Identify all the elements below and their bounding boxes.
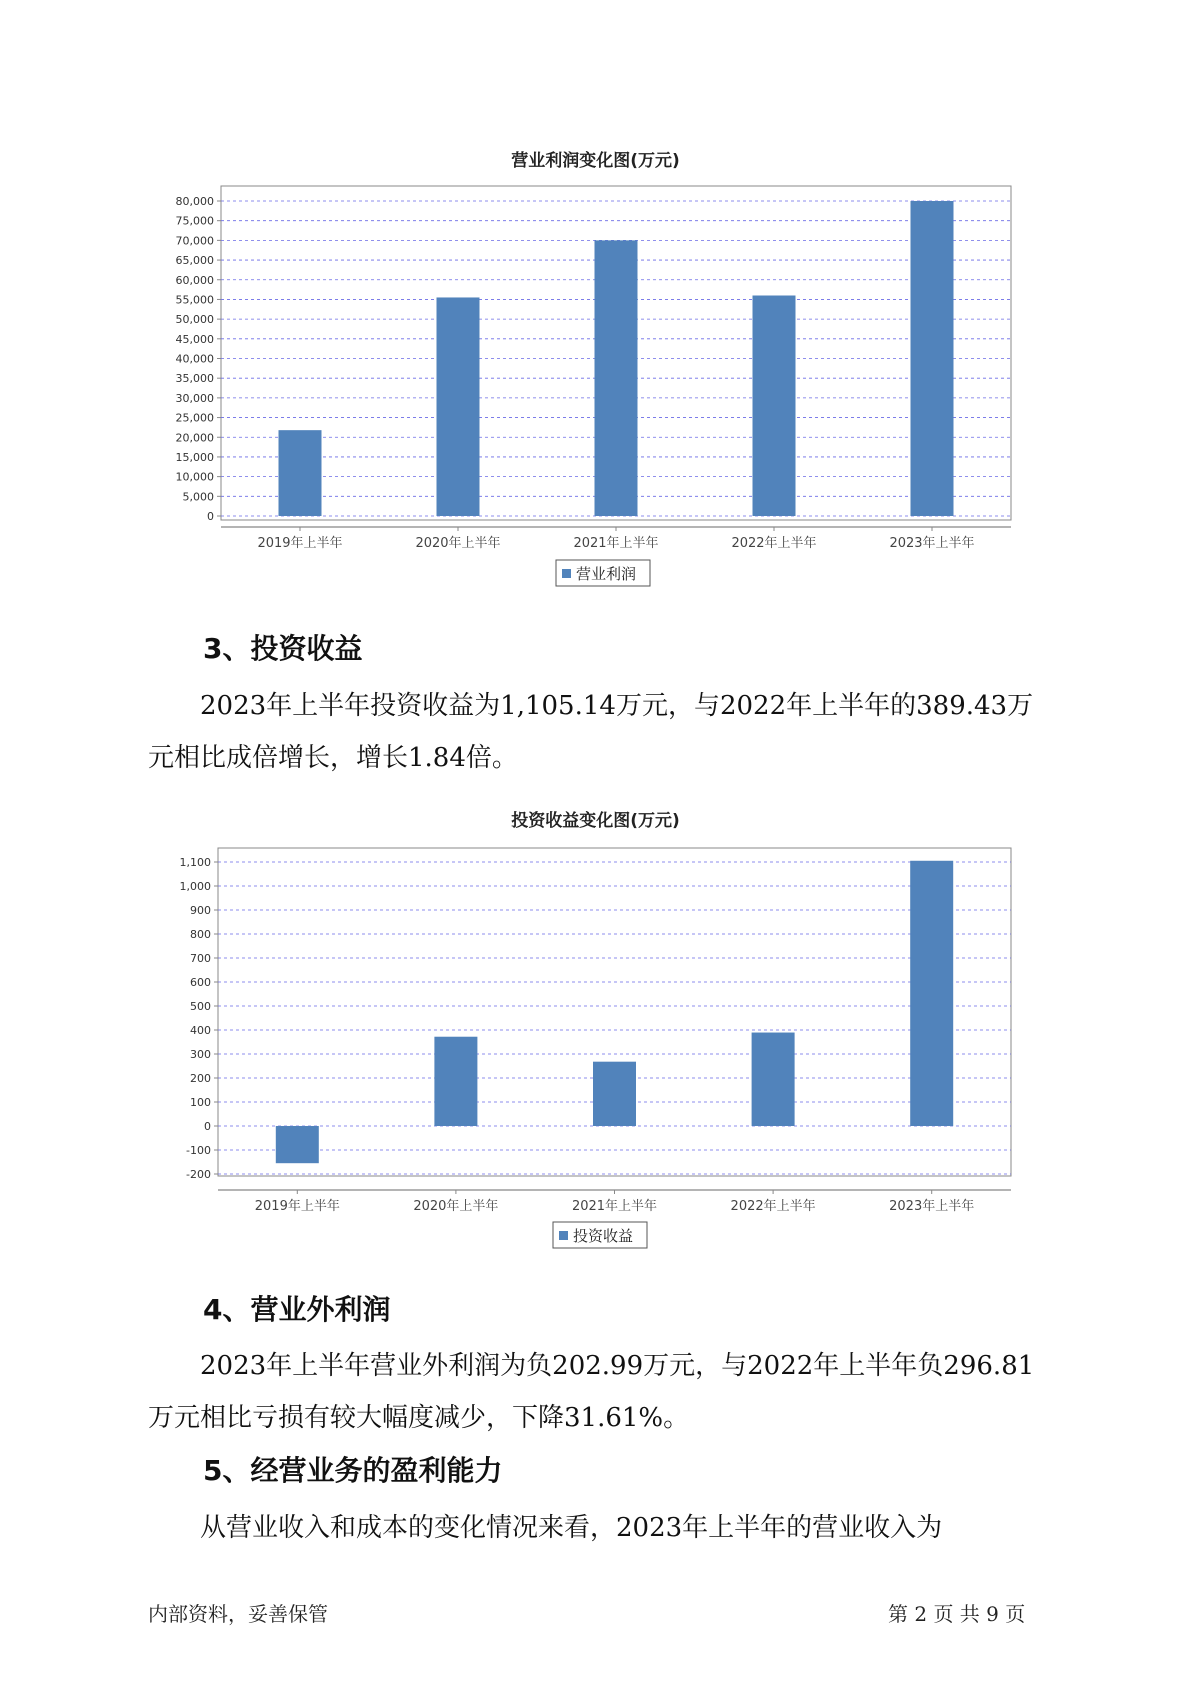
paragraph-line: 2023年上半年投资收益为1,105.14万元，与2022年上半年的389.43万 [200, 691, 1034, 721]
y-tick-label: 65,000 [175, 254, 214, 268]
y-tick-label: 50,000 [175, 313, 214, 327]
y-tick-label: 600 [190, 976, 211, 989]
paragraph-line: 元相比成倍增长，增长1.84倍。 [148, 743, 518, 773]
y-tick-label: 25,000 [175, 411, 214, 425]
y-tick-label: 80,000 [175, 195, 214, 208]
paragraph-line: 从营业收入和成本的变化情况来看，2023年上半年的营业收入为 [200, 1513, 943, 1543]
x-tick-label: 2023年上半年 [889, 536, 975, 551]
y-tick-label: 30,000 [175, 391, 214, 405]
y-tick-label: 700 [190, 952, 211, 965]
plot-area [218, 848, 1011, 1176]
y-tick-label: 100 [190, 1096, 211, 1109]
y-tick-label: 20,000 [175, 431, 214, 445]
y-tick-label: 45,000 [175, 332, 214, 346]
section5-paragraph [148, 1502, 1048, 1554]
section3-heading: 3、投资收益 [203, 632, 363, 665]
x-tick-label: 2020年上半年 [415, 536, 501, 551]
bar [910, 861, 953, 1126]
section4-heading: 4、营业外利润 [203, 1293, 391, 1326]
y-tick-label: 5,000 [182, 490, 214, 504]
y-tick-label: 400 [190, 1024, 211, 1037]
y-tick-label: 1,000 [179, 880, 211, 893]
y-tick-label: 35,000 [175, 372, 214, 386]
footer-page-number: 第 2 页 共 9 页 [888, 1602, 1026, 1626]
bar [593, 1062, 636, 1126]
y-tick-label: -100 [186, 1144, 211, 1157]
y-tick-label: 60,000 [175, 273, 214, 287]
x-tick-label: 2021年上半年 [573, 536, 659, 551]
legend-label: 投资收益 [573, 1227, 634, 1245]
x-tick-label: 2019年上半年 [257, 536, 343, 551]
y-tick-label: 900 [190, 904, 211, 917]
bar [434, 1037, 477, 1126]
section4-paragraph [148, 1340, 1048, 1444]
legend-swatch [559, 1231, 568, 1240]
x-tick-label: 2020年上半年 [413, 1199, 499, 1214]
y-tick-label: 1,100 [179, 856, 211, 869]
section5-heading: 5、经营业务的盈利能力 [203, 1454, 503, 1487]
y-tick-label: 0 [207, 510, 214, 523]
y-tick-label: 200 [190, 1072, 211, 1085]
x-tick-label: 2021年上半年 [571, 1199, 658, 1214]
y-tick-label: 10,000 [175, 470, 214, 484]
y-tick-label: 55,000 [175, 293, 214, 307]
y-tick-label: 40,000 [175, 352, 214, 366]
chart1-title: 营业利润变化图(万元) [511, 151, 680, 171]
paragraph-line: 2023年上半年营业外利润为负202.99万元，与2022年上半年负296.81 [200, 1351, 1035, 1381]
y-tick-label: 0 [204, 1120, 211, 1133]
bar [276, 1126, 319, 1163]
y-tick-label: 75,000 [175, 214, 214, 228]
y-tick-label: 15,000 [175, 450, 214, 464]
y-tick-label: 800 [190, 928, 211, 941]
footer-confidential-note: 内部资料，妥善保管 [148, 1602, 328, 1626]
y-tick-label: 500 [190, 1000, 211, 1013]
chart2-title: 投资收益变化图(万元) [511, 811, 680, 831]
x-tick-label: 2023年上半年 [889, 1199, 975, 1214]
y-tick-label: 300 [190, 1048, 211, 1061]
y-tick-label: 70,000 [175, 234, 214, 248]
paragraph-line: 万元相比亏损有较大幅度减少，下降31.61%。 [148, 1403, 690, 1433]
y-tick-label: -200 [186, 1168, 211, 1181]
x-tick-label: 2022年上半年 [730, 1199, 816, 1214]
x-tick-label: 2022年上半年 [731, 536, 817, 551]
legend-label: 营业利润 [576, 565, 637, 583]
x-tick-label: 2019年上半年 [254, 1199, 340, 1214]
bar [752, 1033, 795, 1126]
